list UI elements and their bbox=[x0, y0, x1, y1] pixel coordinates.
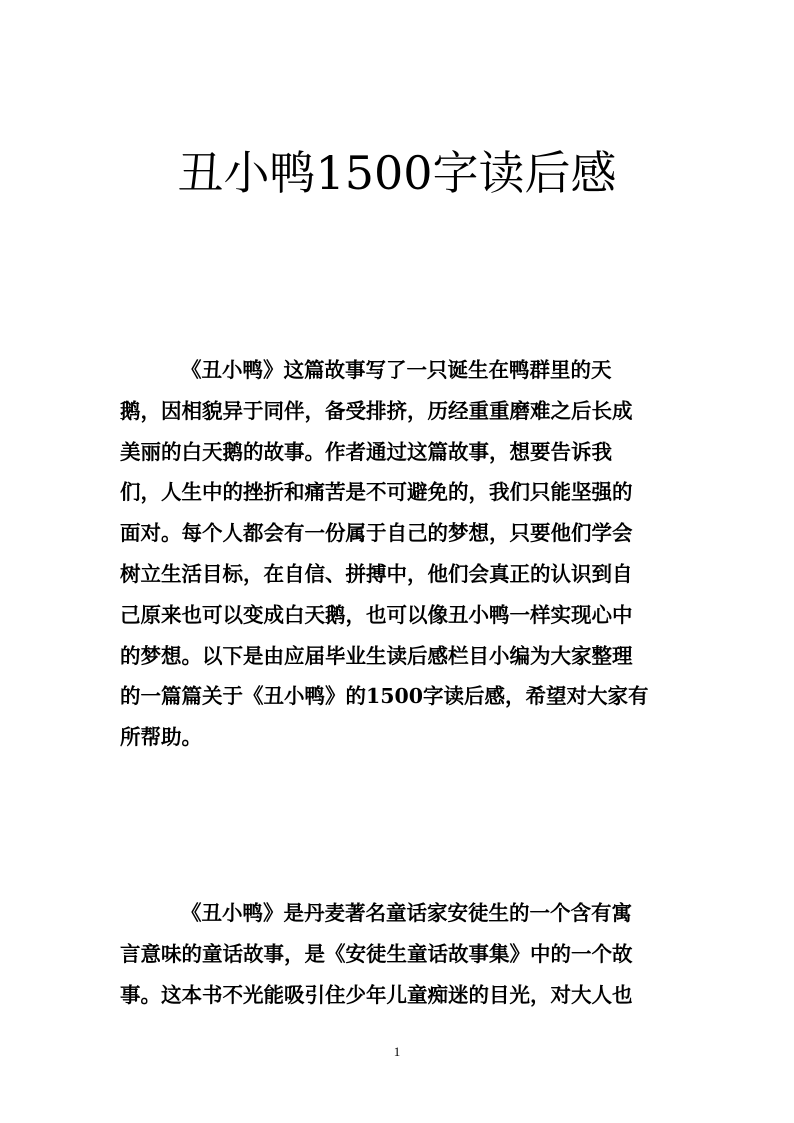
paragraph-line: 言意味的童话故事，是《安徒生童话故事集》中的一个故 bbox=[120, 941, 633, 966]
paragraph-line: 们，人生中的挫折和痛苦是不可避免的，我们只能坚强的 bbox=[120, 480, 633, 505]
document-title: 丑小鸭1500字读后感 bbox=[177, 146, 617, 200]
paragraph-line: 的梦想。以下是由应届毕业生读后感栏目小编为大家整理 bbox=[120, 643, 633, 668]
paragraph-line: 面对。每个人都会有一份属于自己的梦想，只要他们学会 bbox=[120, 521, 633, 546]
paragraph-line: 鹅，因相貌异于同伴，备受排挤，历经重重磨难之后长成 bbox=[120, 398, 633, 423]
paragraph-intro bbox=[120, 350, 664, 758]
paragraph-line: 《丑小鸭》是丹麦著名童话家安徒生的一个含有寓 bbox=[181, 901, 632, 925]
paragraph-line: 事。这本书不光能吸引住少年儿童痴迷的目光，对大人也 bbox=[120, 982, 633, 1007]
paragraph-line: 《丑小鸭》这篇故事写了一只诞生在鸭群里的天 bbox=[181, 358, 612, 382]
paragraph-line: 所帮助。 bbox=[120, 725, 202, 750]
paragraph-body bbox=[120, 893, 664, 1015]
paragraph-line: 的一篇篇关于《丑小鸭》的1500字读后感，希望对大家有 bbox=[120, 684, 649, 709]
page-number: 1 bbox=[393, 1044, 401, 1059]
paragraph-line: 美丽的白天鹅的故事。作者通过这篇故事，想要告诉我 bbox=[120, 439, 612, 464]
paragraph-line: 己原来也可以变成白天鹅，也可以像丑小鸭一样实现心中 bbox=[120, 602, 633, 627]
paragraph-line: 树立生活目标，在自信、拼搏中，他们会真正的认识到自 bbox=[120, 561, 633, 586]
